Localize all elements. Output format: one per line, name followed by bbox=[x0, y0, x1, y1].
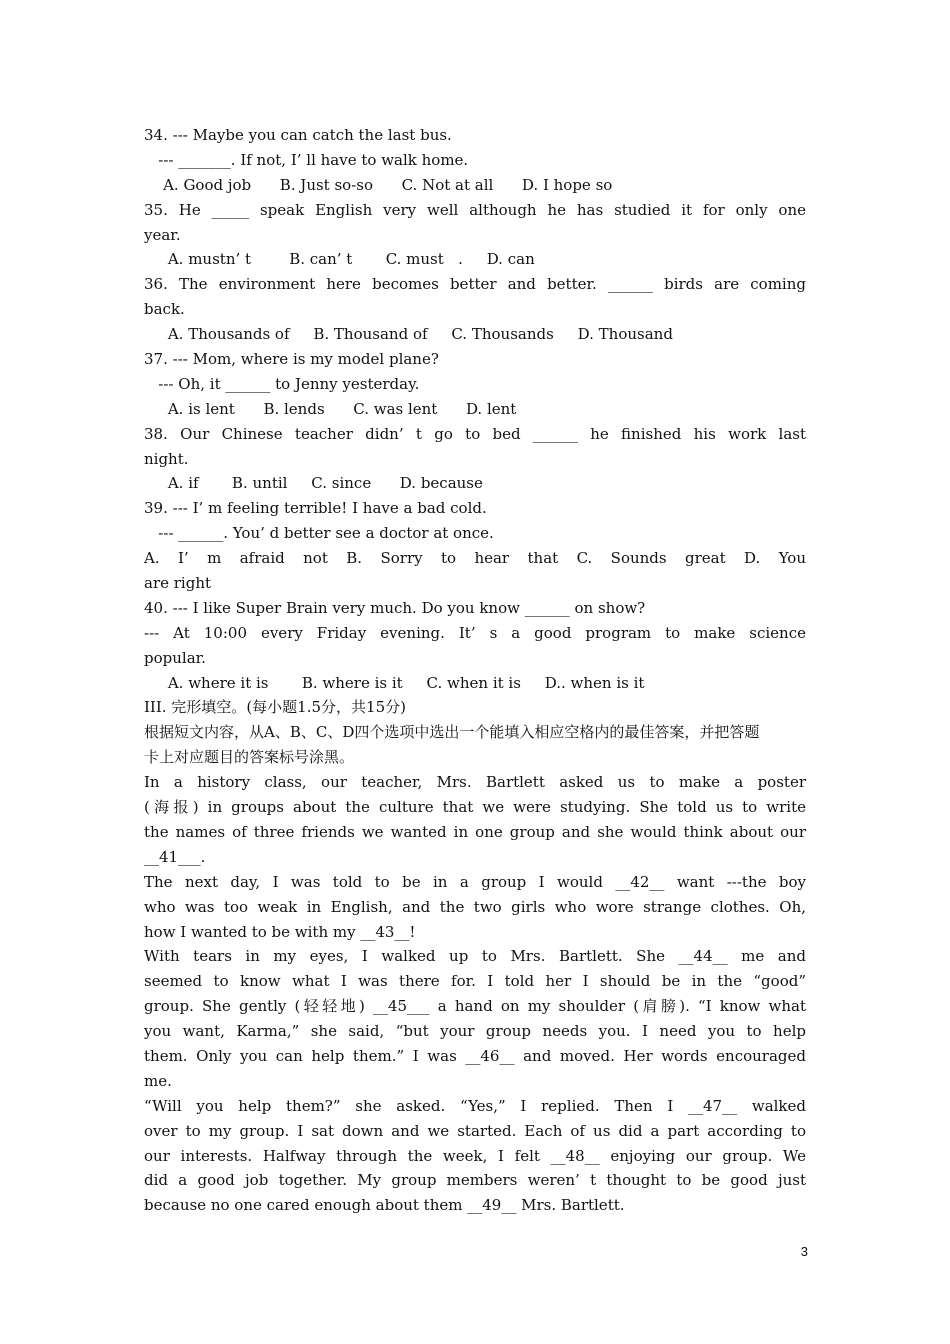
passage-line: me. bbox=[144, 1071, 172, 1090]
text-line: --- _______. If not, I’ ll have to walk home. bbox=[144, 150, 469, 169]
option-line: A. Good job B. Just so-so C. Not at all D. I hope so bbox=[144, 175, 613, 194]
text-line: --- ______. You’ d better see a doctor at once. bbox=[144, 524, 494, 543]
text-line: popular. bbox=[144, 648, 206, 667]
text-line: 34. --- Maybe you can catch the last bus. bbox=[144, 126, 452, 144]
text-line: --- Oh, it ______ to Jenny yesterday. bbox=[144, 374, 420, 393]
instruction-line: 根据短文内容，从A、B、C、D四个选项中选出一个能填入相应空格内的最佳答案，并把答题 bbox=[144, 723, 760, 742]
text-line: 36. The environment here becomes better and better. ______ birds are coming bbox=[144, 275, 806, 294]
passage-line: over to my group. I sat down and we started. Each of us did a part according to bbox=[144, 1121, 806, 1140]
passage-line: “Will you help them?” she asked. “Yes,” I replied. Then I __47__ walked bbox=[144, 1096, 806, 1115]
option-line: A. Thousands of B. Thousand of C. Thousands D. Thousand bbox=[144, 325, 673, 344]
option-line: A. if B. until C. since D. because bbox=[144, 474, 483, 493]
passage-line: who was too weak in English, and the two girls who wore strange clothes. Oh, bbox=[144, 897, 806, 916]
passage-line: the names of three friends we wanted in one group and she would think about our bbox=[144, 822, 806, 841]
text-line: 35. He _____ speak English very well although he has studied it for only one bbox=[144, 200, 806, 219]
page-number: 3 bbox=[800, 1244, 808, 1259]
passage-line: In a history class, our teacher, Mrs. Bartlett asked us to make a poster bbox=[144, 773, 806, 792]
option-line: A. is lent B. lends C. was lent D. lent bbox=[144, 399, 517, 418]
passage-line: __41___. bbox=[144, 847, 206, 866]
section-heading: III. 完形填空。(每小题1.5分，共15分) bbox=[144, 698, 406, 717]
instruction-line: 卡上对应题目的答案标号涂黑。 bbox=[144, 748, 355, 767]
passage-line: our interests. Halfway through the week, I felt __48__ enjoying our group. We bbox=[144, 1146, 806, 1165]
option-line: A. where it is B. where is it C. when it is D.. when is it bbox=[144, 673, 645, 692]
passage-line: group. She gently (轻轻地) __45___ a hand on my shoulder (肩膀). “I know what bbox=[144, 997, 806, 1016]
text-line: 39. --- I’ m feeling terrible! I have a bad cold. bbox=[144, 499, 487, 518]
passage-line: With tears in my eyes, I walked up to Mrs. Bartlett. She __44__ me and bbox=[144, 947, 806, 966]
passage-line: how I wanted to be with my __43__! bbox=[144, 922, 416, 941]
option-line: A. mustn’ t B. can’ t C. must . D. can bbox=[144, 250, 535, 269]
text-line: night. bbox=[144, 449, 189, 468]
passage-line: because no one cared enough about them __49__ Mrs. Bartlett. bbox=[144, 1196, 625, 1215]
text-line: 40. --- I like Super Brain very much. Do you know ______ on show? bbox=[144, 598, 646, 617]
passage-line: seemed to know what I was there for. I told her I should be in the “good” bbox=[144, 972, 806, 991]
option-line: A. I’ m afraid not B. Sorry to hear that C. Sounds great D. You bbox=[144, 549, 806, 568]
passage-line: did a good job together. My group members weren’ t thought to be good just bbox=[144, 1171, 806, 1190]
text-line: 37. --- Mom, where is my model plane? bbox=[144, 350, 439, 369]
text-line: back. bbox=[144, 300, 185, 319]
text-line: are right bbox=[144, 574, 212, 593]
page-content bbox=[144, 123, 806, 1218]
text-line: year. bbox=[144, 225, 181, 244]
passage-line: you want, Karma,” she said, “but your group needs you. I need you to help bbox=[144, 1022, 806, 1041]
text-line: 38. Our Chinese teacher didn’ t go to bed ______ he finished his work last bbox=[144, 424, 806, 443]
passage-line: (海报) in groups about the culture that we were studying. She told us to write bbox=[144, 798, 806, 817]
passage-line: them. Only you can help them.” I was __46__ and moved. Her words encouraged bbox=[144, 1046, 806, 1065]
passage-line: The next day, I was told to be in a group I would __42__ want ---the boy bbox=[144, 872, 806, 891]
text-line: --- At 10:00 every Friday evening. It’ s a good program to make science bbox=[144, 623, 806, 642]
